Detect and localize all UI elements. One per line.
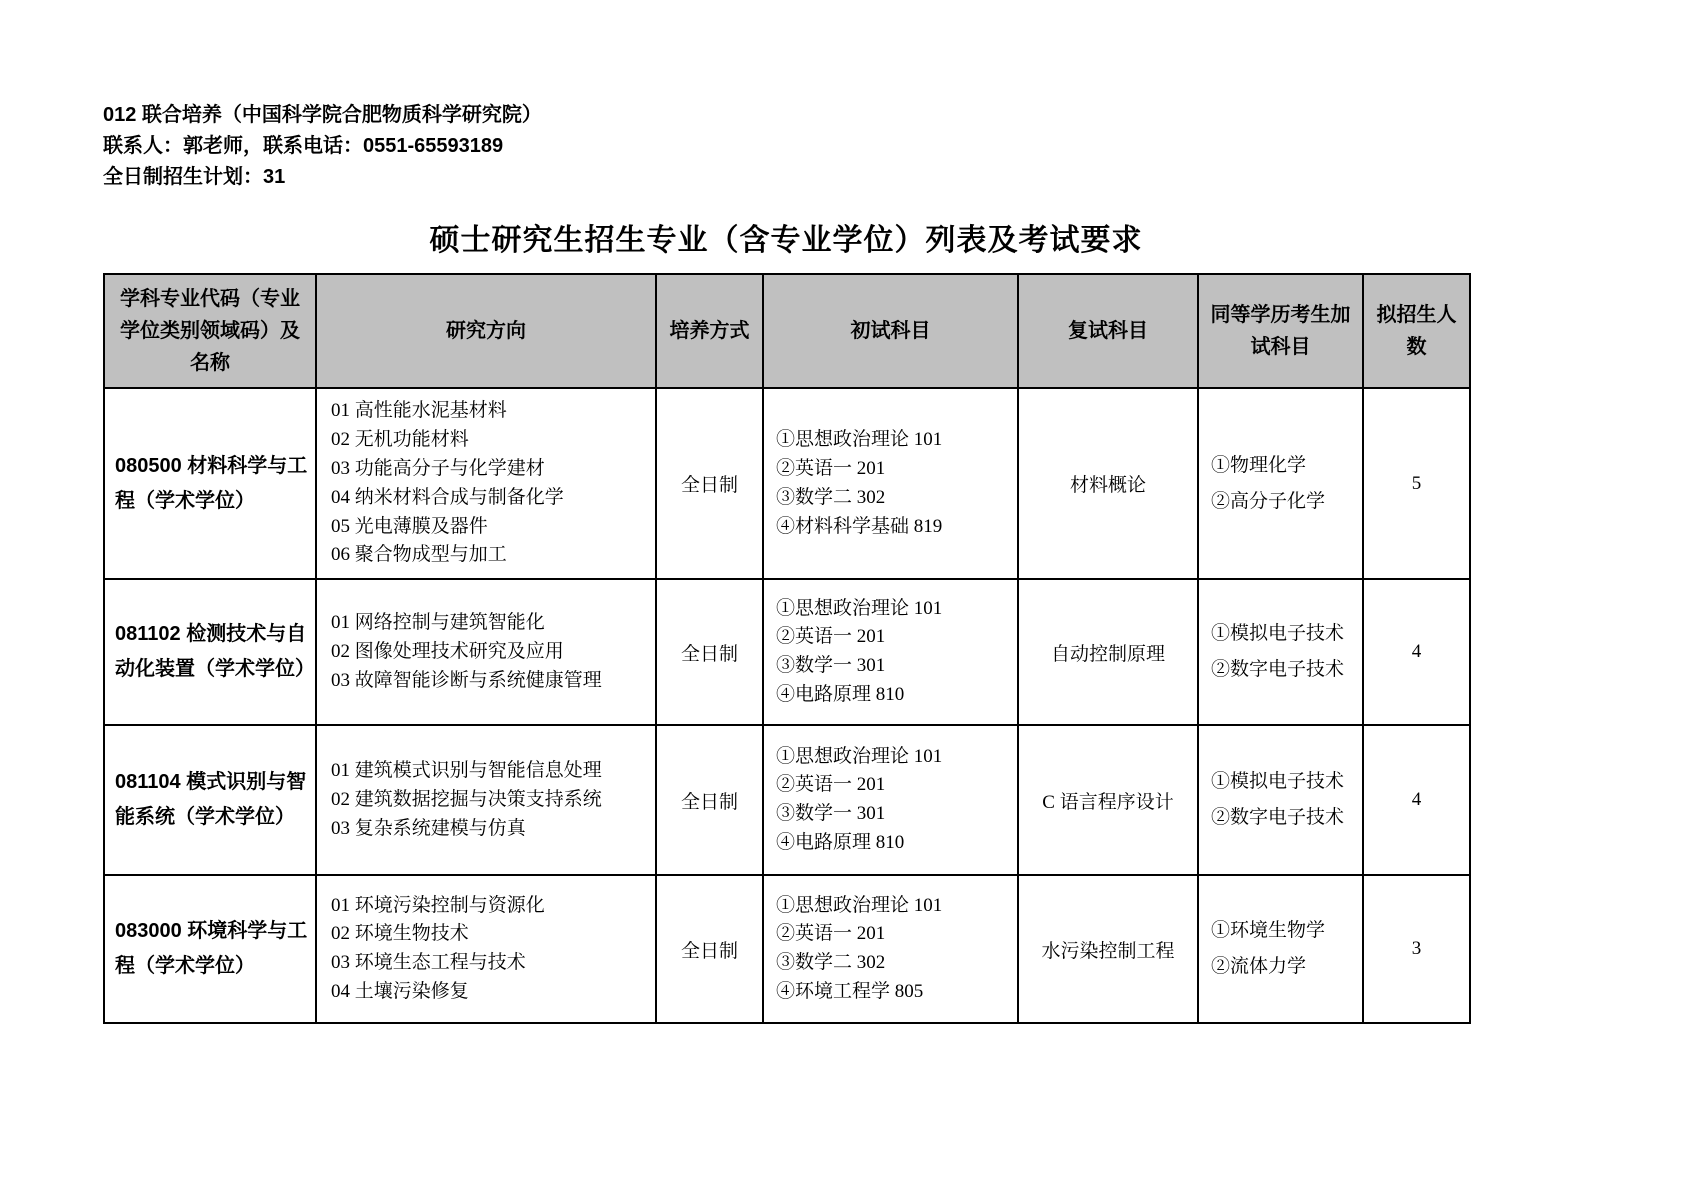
- cell-line: ③数学一 301: [776, 655, 886, 677]
- research-directions-cell: [316, 579, 656, 725]
- cell-line: ④电路原理 810: [776, 832, 905, 854]
- cell-line: ④材料科学基础 819: [776, 515, 943, 537]
- cell-line: ①思想政治理论 101: [776, 428, 943, 450]
- cell-line: ②数字电子技术: [1211, 807, 1345, 829]
- research-directions-cell: [316, 725, 656, 875]
- table-row: [104, 388, 1470, 579]
- cell-line: ①模拟电子技术: [1211, 771, 1345, 793]
- research-directions-cell: [316, 388, 656, 579]
- cell-line: ④环境工程学 805: [776, 981, 924, 1003]
- cell-line: ②英语一 201: [776, 626, 886, 648]
- cell-line: ①物理化学: [1211, 454, 1307, 476]
- cell-line: 02 无机功能材料: [331, 428, 469, 450]
- study-mode-cell: 全日制: [656, 875, 763, 1023]
- cell-line: ①环境生物学: [1211, 920, 1326, 942]
- cell-line: 01 高性能水泥基材料: [331, 400, 507, 421]
- cell-line: 01 环境污染控制与资源化: [331, 894, 545, 916]
- research-directions-cell: [316, 875, 656, 1023]
- initial-exams-cell: [763, 875, 1018, 1023]
- initial-exams-cell: [763, 579, 1018, 725]
- cell-line: ③数学一 301: [776, 803, 886, 825]
- cell-line: ②英语一 201: [776, 774, 886, 796]
- additional-exams-cell: [1198, 388, 1363, 579]
- retest-subject-cell: 材料概论: [1018, 388, 1198, 579]
- cell-line: 03 功能高分子与化学建材: [331, 457, 545, 479]
- header-planned-count: 拟招生人数: [1363, 274, 1470, 388]
- table-row: [104, 725, 1470, 875]
- cell-line: 04 土壤污染修复: [331, 981, 469, 1003]
- cell-line: 01 网络控制与建筑智能化: [331, 611, 545, 633]
- table-row: [104, 875, 1470, 1023]
- plan-line: 全日制招生计划：31: [103, 166, 286, 188]
- cell-line: 02 图像处理技术研究及应用: [331, 640, 564, 662]
- contact-line: 联系人：郭老师，联系电话：0551-65593189: [103, 135, 504, 157]
- department-line: 012 联合培养（中国科学院合肥物质科学研究院）: [103, 104, 542, 126]
- initial-exams-cell: [763, 388, 1018, 579]
- cell-line: 01 建筑模式识别与智能信息处理: [331, 759, 602, 781]
- cell-line: 03 复杂系统建模与仿真: [331, 817, 526, 839]
- planned-count-cell: 4: [1363, 725, 1470, 875]
- cell-line: ①思想政治理论 101: [776, 597, 943, 619]
- cell-line: ④电路原理 810: [776, 684, 905, 706]
- cell-line: ①模拟电子技术: [1211, 623, 1345, 645]
- cell-line: ③数学二 302: [776, 486, 886, 508]
- program-code-cell: 081104 模式识别与智能系统（学术学位）: [104, 725, 316, 875]
- header-additional-exams: 同等学历考生加试科目: [1198, 274, 1363, 388]
- header-research-directions: 研究方向: [316, 274, 656, 388]
- retest-subject-cell: C 语言程序设计: [1018, 725, 1198, 875]
- cell-line: 03 故障智能诊断与系统健康管理: [331, 669, 602, 691]
- cell-line: 03 环境生态工程与技术: [331, 952, 526, 974]
- study-mode-cell: 全日制: [656, 725, 763, 875]
- additional-exams-cell: [1198, 725, 1363, 875]
- study-mode-cell: 全日制: [656, 388, 763, 579]
- cell-line: ①思想政治理论 101: [776, 894, 943, 916]
- cell-line: 05 光电薄膜及器件: [331, 515, 488, 537]
- header-program-code: 学科专业代码（专业学位类别领域码）及名称: [104, 274, 316, 388]
- retest-subject-cell: 水污染控制工程: [1018, 875, 1198, 1023]
- document-header: [103, 100, 1469, 193]
- document-content: [103, 100, 1469, 1024]
- planned-count-cell: 3: [1363, 875, 1470, 1023]
- header-initial-exams: 初试科目: [763, 274, 1018, 388]
- additional-exams-cell: [1198, 579, 1363, 725]
- planned-count-cell: 5: [1363, 388, 1470, 579]
- table-header-row: [104, 274, 1470, 388]
- cell-line: 06 聚合物成型与加工: [331, 544, 507, 566]
- cell-line: 02 环境生物技术: [331, 923, 469, 945]
- program-code-cell: 081102 检测技术与自动化装置（学术学位）: [104, 579, 316, 725]
- cell-line: ②数字电子技术: [1211, 659, 1345, 681]
- header-retest-subjects: 复试科目: [1018, 274, 1198, 388]
- admission-table: [103, 273, 1471, 1024]
- page-title: 硕士研究生招生专业（含专业学位）列表及考试要求: [429, 224, 1143, 257]
- cell-line: ②英语一 201: [776, 457, 886, 479]
- cell-line: 04 纳米材料合成与制备化学: [331, 486, 564, 508]
- header-study-mode: 培养方式: [656, 274, 763, 388]
- cell-line: ③数学二 302: [776, 952, 886, 974]
- retest-subject-cell: 自动控制原理: [1018, 579, 1198, 725]
- initial-exams-cell: [763, 725, 1018, 875]
- cell-line: ②高分子化学: [1211, 490, 1326, 512]
- additional-exams-cell: [1198, 875, 1363, 1023]
- planned-count-cell: 4: [1363, 579, 1470, 725]
- cell-line: ②流体力学: [1211, 956, 1307, 978]
- table-body: [104, 388, 1470, 1023]
- program-code-cell: 083000 环境科学与工程（学术学位）: [104, 875, 316, 1023]
- cell-line: 02 建筑数据挖掘与决策支持系统: [331, 788, 602, 810]
- program-code-cell: 080500 材料科学与工程（学术学位）: [104, 388, 316, 579]
- table-row: [104, 579, 1470, 725]
- study-mode-cell: 全日制: [656, 579, 763, 725]
- cell-line: ②英语一 201: [776, 923, 886, 945]
- cell-line: ①思想政治理论 101: [776, 745, 943, 767]
